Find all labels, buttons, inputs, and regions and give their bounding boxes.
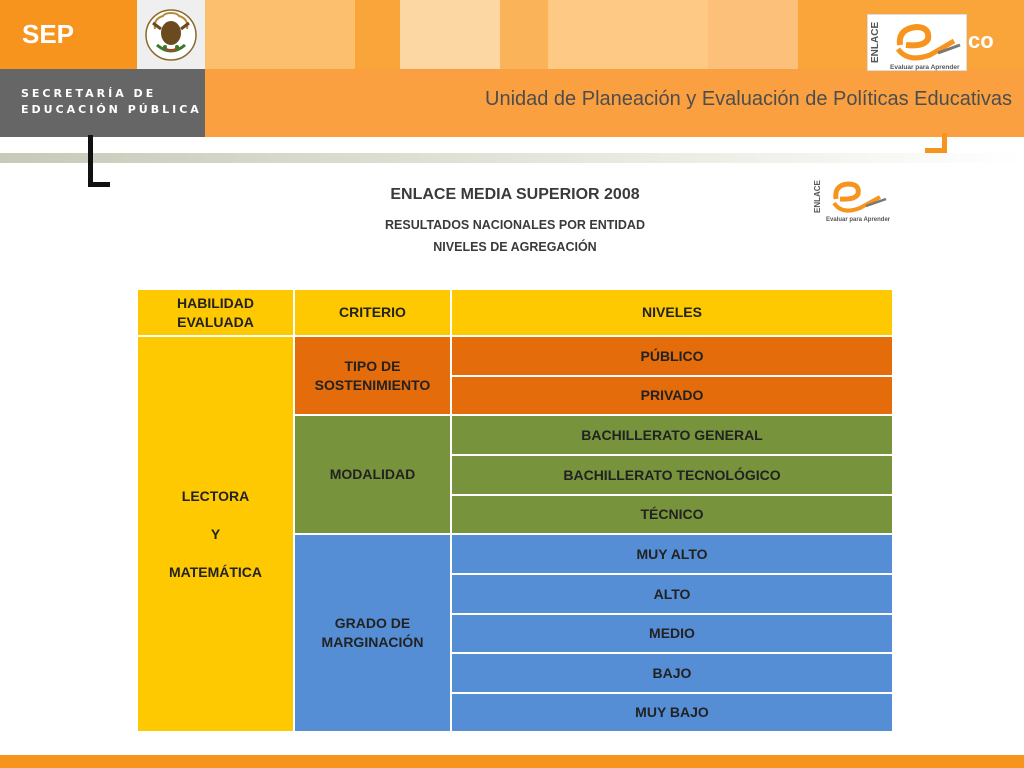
- enlace-logo-vertical-text: ENLACE: [870, 21, 881, 63]
- document-title: ENLACE MEDIA SUPERIOR 2008: [390, 186, 640, 203]
- document-subtitle-2: NIVELES DE AGREGACIÓN: [433, 240, 597, 254]
- header-mosaic: [500, 0, 548, 69]
- enlace-small-logo-icon: [808, 175, 892, 225]
- sep-logo: [0, 0, 137, 69]
- enlace-tagline: Evaluar para Aprender: [890, 64, 960, 71]
- enlace-small-vertical-text: ENLACE: [813, 180, 822, 213]
- nivel-tecnico: TÉCNICO: [451, 495, 893, 534]
- unit-title: Unidad de Planeación y Evaluación de Políticas Educativas: [485, 88, 1012, 110]
- aggregation-table: [137, 289, 893, 732]
- header-mosaic: [400, 0, 500, 69]
- criterio-modalidad: MODALIDAD: [294, 415, 451, 534]
- enlace-logo-small: [808, 175, 892, 225]
- habilidad-cell: [137, 336, 294, 732]
- header-mosaic: [708, 0, 798, 69]
- document-subtitle-1: RESULTADOS NACIONALES POR ENTIDAD: [385, 218, 645, 232]
- nivel-bachillerato-general: BACHILLERATO GENERAL: [451, 415, 893, 455]
- page-header: [0, 0, 1024, 140]
- enlace-logo-icon: [868, 15, 968, 72]
- secretaria-line1: SECRETARÍA DE: [21, 87, 157, 100]
- nivel-muy-alto: MUY ALTO: [451, 534, 893, 574]
- habilidad-line3: MATEMÁTICA: [168, 563, 263, 580]
- criterio-marginacion: GRADO DE MARGINACIÓN: [294, 534, 451, 732]
- habilidad-line1: LECTORA: [181, 487, 250, 504]
- nivel-medio: MEDIO: [451, 614, 893, 653]
- right-bracket-decoration: [925, 133, 947, 153]
- nivel-privado: PRIVADO: [451, 376, 893, 415]
- habilidad-line2: Y: [210, 525, 221, 542]
- enlace-small-tagline: Evaluar para Aprender: [826, 217, 891, 223]
- criterio-sostenimiento: TIPO DE SOSTENIMIENTO: [294, 336, 451, 415]
- header-mosaic: [355, 0, 400, 69]
- nivel-muy-bajo: MUY BAJO: [451, 693, 893, 732]
- secretaria-label: [0, 69, 205, 137]
- header-mosaic: [548, 0, 708, 69]
- enlace-logo: [867, 14, 967, 71]
- nivel-bajo: BAJO: [451, 653, 893, 693]
- header-criterio: CRITERIO: [294, 289, 451, 336]
- nivel-publico: PÚBLICO: [451, 336, 893, 376]
- sep-logo-text: SEP: [22, 19, 75, 49]
- enlace-cut-text: co: [968, 28, 994, 53]
- divider-line: [0, 153, 1024, 163]
- header-mosaic: [205, 0, 355, 69]
- eagle-seal-icon: [143, 7, 199, 63]
- header-habilidad: HABILIDAD EVALUADA: [137, 289, 294, 336]
- left-bracket-decoration: [88, 135, 110, 187]
- secretaria-line2: EDUCACIÓN PÚBLICA: [21, 103, 202, 116]
- nivel-bachillerato-tecnologico: BACHILLERATO TECNOLÓGICO: [451, 455, 893, 495]
- header-niveles: NIVELES: [451, 289, 893, 336]
- footer-bar: [0, 755, 1024, 768]
- mexico-seal: [137, 0, 205, 69]
- nivel-alto: ALTO: [451, 574, 893, 614]
